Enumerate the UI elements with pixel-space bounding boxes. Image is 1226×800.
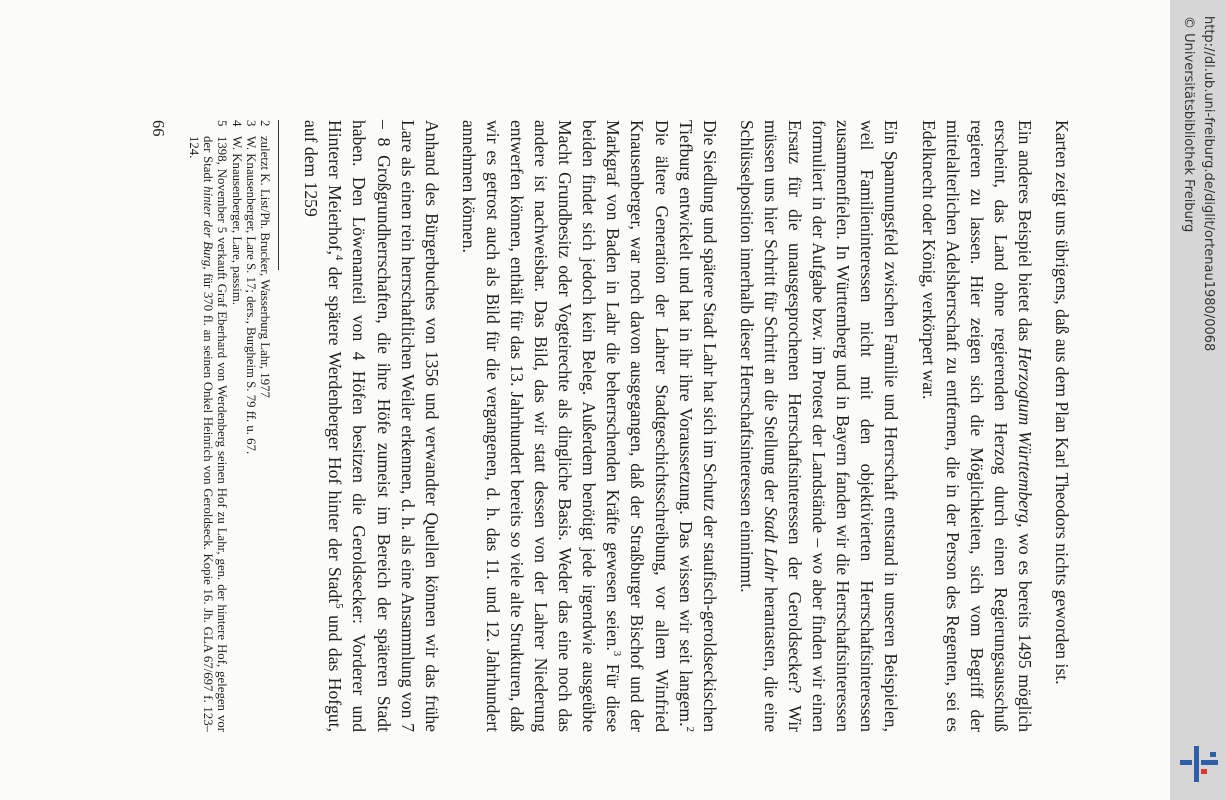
footnote-text — [258, 136, 272, 732]
italic-text: Herzogtum Württemberg — [1014, 346, 1035, 524]
paragraph — [457, 120, 722, 732]
text-run: , wo es bereits 1495 möglich erscheint, das Land ohne regierenden Herzog durch einen Regierungsausschuß regieren zu lassen. Hier zeigen sich die Möglichkeiten, sich vom Begriff der mittelalterlichen Adelsherrschaft zu entfernen, die in der Person des Regenten, sei es Edelknecht oder König, verkörpert war. — [918, 120, 1035, 733]
footnote-text — [229, 136, 243, 732]
footnote — [186, 120, 229, 732]
page-number: 66 — [149, 120, 169, 137]
text-column — [148, 120, 1074, 732]
text-run: Ein anderes Beispiel bietet das — [1014, 120, 1035, 347]
footnote-rule — [278, 120, 279, 270]
italic-text: hinter der Burg — [201, 186, 215, 267]
body-text — [299, 120, 1074, 732]
paragraph — [735, 120, 904, 732]
text-run: Die Siedlung und spätere Stadt Lahr hat sich im Schutz der staufisch-geroldseckischen Tiefburg entwickelt und hat in ihr ihre Voraussetzung. Das wissen wir seit langem. — [675, 120, 720, 732]
footnote-ref: 5 — [333, 603, 346, 609]
footnote-ref: 3 — [611, 650, 624, 657]
text-run: Die ältere Generation der Lahrer Stadtgeschichtsschreibung, vor allem Winfried Knausenberger, war noch davon ausgegangen, daß der Straßburger Bischof und der Markgraf von Baden in Lahr die beherrschenden Kräfte gewesen seien. — [603, 120, 672, 732]
text-run: herantasten, die eine Schlüsselposition innerhalb dieser Herrschaftsinteressen einnimmt. — [736, 120, 781, 733]
text-run: Ein Spannungsfeld zwischen Familie und Herrschaft entstand in unseren Beispielen, weil Familieninteressen nicht mit den objektivierten Herrschaftsinteressen zusammenfielen. In Württemberg und in Bayern fanden wir die Herrschaftsinteressen formuliert in der Aufgabe bzw. im Protest der Landstände – wo aber finden wir einen Ersatz für die unausgesprochenen Herrschaftsinteressen der Geroldsecker? Wir müssen uns hier Schritt für Schritt an die Stellung der — [760, 120, 902, 732]
footnote — [258, 120, 272, 732]
footnote-number: 5 — [215, 120, 230, 127]
footnotes — [186, 120, 272, 732]
viewer-sidebar — [1170, 0, 1226, 800]
sidebar-rotated — [1170, 0, 1226, 800]
text-run: Karten zeigt uns übrigens, daß aus dem Plan Karl Theodors nichts geworden ist. — [1052, 120, 1072, 685]
paragraph — [299, 120, 444, 732]
text-run: W. Knausenberger, Lare S. 17; ders., Burgheim S. 79 ff. u. 67. — [243, 136, 258, 455]
text-run: der spätere Werdenberger Hof hinter der Stadt — [325, 260, 346, 604]
text-run: zuletzt K. List/Ph. Brucker, Wasserburg Lahr, 1977 — [258, 136, 273, 398]
text-run: Anhand des Bürgerbuches von 1356 und verwandter Quellen können wir das frühe Lare als einen rein herrschaftlichen Weiler erkennen, d. h. als eine Ansammlung von 7 – 8 Großgrundherrschaften, die ihre Höfe zumeist im Bereich der späteren Stadt haben. Den Löwenanteil von 4 Höfen besitzen die Geroldsecker: Vorderer und Hinterer Meierhof, — [325, 120, 442, 732]
source-url[interactable]: http://dl.ub.uni-freiburg.de/diglit/ortenau1980/0068 — [1201, 16, 1216, 352]
text-run: W. Knausenberger, Lare, passim. — [229, 136, 244, 305]
paragraph — [1050, 120, 1074, 732]
text-run: 1398, November 5 verkauft Graf Eberhard von Werdenberg seinen Hof zu Lahr, gen. der hintere Hof, gelegen vor der Stadt — [201, 136, 230, 732]
footnote-ref: 2 — [683, 726, 696, 732]
footnote-ref: 4 — [333, 254, 346, 261]
footnote-number: 4 — [229, 120, 244, 127]
text-run: Für diese beiden findet sich jedoch kein Beleg. Außerdem benötigt jede irgendwie ausgeübte Macht Grundbesitz oder Vogteirechte als dingliche Basis. Weder das eine noch das andere ist nachweisbar. Das Bild, das wir statt dessen von der Lahrer Niederung entwerfen können, enthält für das 13. Jahrhundert bereits so viele alte Strukturen, daß wir es getrost auch als Bild für die vergangenen, d. h. das 11. und 12. Jahrhundert annehmen können. — [458, 120, 624, 733]
paragraph — [916, 120, 1036, 732]
footnote — [244, 120, 258, 732]
text-run: , für 370 fl. an seinen Onkel Heinrich von Geroldseck. Kopie 16. Jh. GLA 67/697 f. 123–124. — [186, 136, 215, 732]
footnote-number: 2 — [258, 120, 273, 127]
italic-text: Stadt Lahr — [760, 506, 781, 583]
ub-freiburg-logo-icon — [1178, 742, 1220, 786]
footnote-number: 3 — [243, 120, 258, 127]
footnote-text — [186, 136, 229, 732]
footnote-text — [244, 136, 258, 732]
footnote — [229, 120, 243, 732]
copyright-notice: © Universitätsbibliothek Freiburg — [1181, 16, 1196, 233]
text-run: und das Hofgut, auf dem 1259 — [301, 120, 346, 732]
